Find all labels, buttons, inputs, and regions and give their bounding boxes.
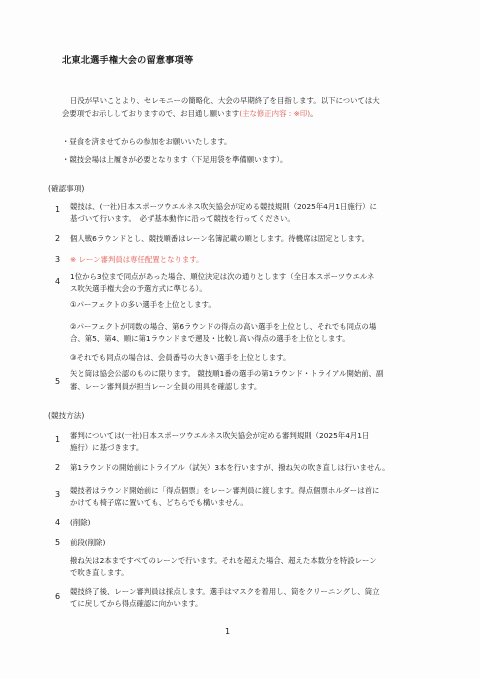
procedure-item-6-number: 6	[55, 592, 61, 601]
confirmation-item-3-number: 3	[55, 255, 61, 264]
procedure-item-6-line-1: 競技終了後、レーン審判員は採点します。選手はマスクを着用し、筒をクリーニングし、筒立	[70, 587, 380, 596]
tiebreak-rule-1: ①パーフェクトの多い選手を上位とします。	[70, 300, 216, 309]
procedure-item-5-number: 5	[55, 538, 61, 547]
confirmation-item-5-number: 5	[55, 377, 61, 386]
procedure-item-2-line-1: 第1ラウンドの開始前にトライアル（試矢）3本を行いますが、撥ね矢の吹き直しは行いません。	[70, 463, 390, 472]
tiebreak-rule-3: ③それでも同点の場合は、会員番号の大きい選手を上位とします。	[70, 353, 291, 362]
confirmation-item-5-line-2: 審、レーン審判員が担当レーン全員の用具を確認します。	[70, 382, 262, 391]
tiebreak-rule-2-line-2: 合、第5、第4、順に第1ラウンドまで遡及・比較し高い得点の選手を上位とします。	[70, 334, 350, 343]
revision-note: (主な修正内容 : ※印)	[239, 109, 311, 118]
procedure-item-3-line-1: 競技者はラウンド開始前に「得点個票」をレーン審判員に渡します。得点個票ホルダーは首に	[70, 486, 380, 495]
intro-line-2	[62, 107, 318, 120]
procedure-heading: (競技方法)	[48, 411, 85, 420]
tiebreak-rule-2-line-1: ②パーフェクトが同数の場合、第6ラウンドの得点の高い選手を上位とし、それでも同点の場	[70, 322, 377, 331]
procedure-item-1-line-1: 審判については(一社)日本スポーツウエルネス吹矢協会が定める審判規則（2025年4月1日	[70, 431, 370, 440]
procedure-item-2-number: 2	[55, 463, 61, 472]
confirmation-item-2-number: 2	[55, 234, 61, 243]
confirmation-item-2-line-1: 個人戦6ラウンドとし、競技順番はレーン名簿記載の順とします。待機席は固定とします。	[70, 234, 369, 243]
procedure-item-1-line-2: 施行）に基づきます。	[70, 443, 144, 452]
bullet-shoes: ・競技会場は上履きが必要となります（下足用袋を準備願います）。	[62, 155, 288, 164]
procedure-item-3-number: 3	[55, 490, 61, 499]
confirmation-item-5-line-1: 矢と筒は協会公認のものに限ります。 競技順1番の選手の第1ラウンド・トライアル開始前、副	[70, 369, 384, 378]
confirmation-item-3-line-1: ※ レーン審判員は専任配置となります。	[70, 255, 204, 264]
procedure-item-5-line-3: で吹き直します。	[70, 568, 129, 577]
procedure-item-5-line-2: 撥ね矢は2本まですべてのレーンで行います。それを超えた場合、超えた本数分を特設レーン	[70, 556, 377, 565]
page-number: 1	[225, 627, 231, 636]
confirmation-item-1-number: 1	[55, 205, 61, 214]
procedure-item-6-line-2: てに戻してから得点確認に向かいます。	[70, 599, 203, 608]
procedure-item-3-line-2: かけても椅子席に置いても、どちらでも構いません。	[70, 498, 248, 507]
confirmation-item-4-number: 4	[55, 277, 61, 286]
confirmation-item-1-line-2: 基づいて行います。 必ず基本動作に沿って競技を行ってください。	[70, 214, 295, 223]
confirmation-item-1-line-1: 競技は、(一社)日本スポーツウエルネス吹矢協会が定める競技規則（2025年4月1日施行）に	[70, 202, 377, 211]
procedure-item-1-number: 1	[55, 435, 61, 444]
intro-line-2-end: 。	[310, 109, 318, 118]
intro-line-2-text: 会要項でお示ししておりますので、お目通し願います	[62, 109, 240, 118]
confirmation-heading: (確認事項)	[48, 184, 85, 193]
confirmation-item-4-line-2: ス吹矢選手権大会の予選方式に準じる）。	[70, 284, 207, 293]
document-title: 北東北選手権大会の留意事項等	[62, 55, 194, 66]
procedure-item-4-number: 4	[55, 518, 61, 527]
intro-line-1: 日没が早いことより、セレモニーの簡略化、大会の早期終了を目指します。以下については大	[70, 96, 380, 105]
confirmation-item-4-line-1: 1位から3位まで同点があった場合、順位決定は次の通りとします（全日本スポーツウエルネ	[70, 272, 375, 281]
procedure-item-4-line-1: (削除)	[70, 518, 91, 527]
bullet-lunch: ・昼食を済ませてからの参加をお願いいたします。	[62, 137, 232, 146]
procedure-item-5-line-1: 前段(削除)	[70, 538, 106, 547]
